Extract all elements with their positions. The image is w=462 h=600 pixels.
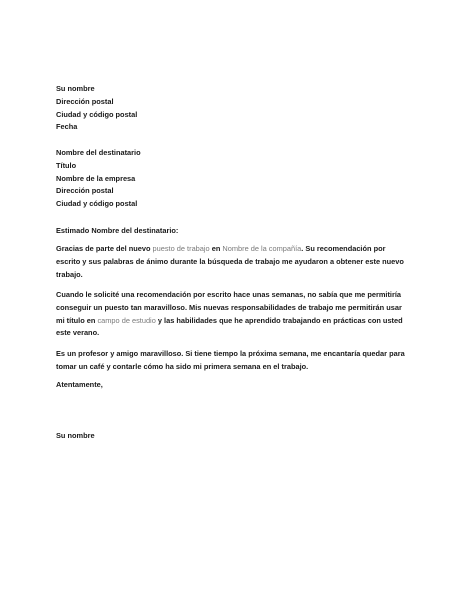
sender-block <box>56 83 408 134</box>
letter-date: Fecha <box>56 122 78 132</box>
sender-name: Su nombre <box>56 84 95 93</box>
sender-address: Dirección postal <box>56 96 114 106</box>
placeholder-field-of-study: campo de estudio <box>97 315 156 325</box>
recipient-title: Título <box>56 160 77 170</box>
salutation: Estimado Nombre del destinatario: <box>56 226 179 235</box>
placeholder-job-title: puesto de trabajo <box>152 244 210 253</box>
paragraph-1-text-2: en <box>209 244 223 253</box>
paragraph-1 <box>56 243 408 281</box>
paragraph-2 <box>56 289 408 340</box>
placeholder-company-name: Nombre de la compañía <box>222 244 302 253</box>
paragraph-2-text-2: y las habilidades que he aprendido trabajando en prácticas con usted este verano. <box>56 315 403 338</box>
recipient-block <box>56 147 408 211</box>
recipient-name: Nombre del destinatario <box>56 148 141 157</box>
recipient-address: Dirección postal <box>56 186 114 196</box>
sender-city-zip: Ciudad y código postal <box>56 109 138 119</box>
recipient-city-zip: Ciudad y código postal <box>56 199 138 209</box>
paragraph-2-text-1: Cuando le solicité una recomendación por escrito hace unas semanas, no sabía que me permitiría conseguir un puesto tan maravilloso. Mis nuevas responsabilidades de trabajo me permitirán usar mi título en <box>56 290 402 325</box>
signature-name: Su nombre <box>56 431 95 440</box>
closing: Atentamente, <box>56 380 103 389</box>
paragraph-1-text-3: . Su recomendación por escrito y sus palabras de ánimo durante la búsqueda de trabajo me ayudaron a obtener este nuevo trabajo. <box>56 244 404 279</box>
paragraph-1-text-1: Gracias de parte del nuevo <box>56 244 153 253</box>
paragraph-3: Es un profesor y amigo maravilloso. Si tiene tiempo la próxima semana, me encantaría quedar para tomar un café y contarle cómo ha sido mi primera semana en el trabajo. <box>56 349 405 371</box>
recipient-company: Nombre de la empresa <box>56 173 136 183</box>
